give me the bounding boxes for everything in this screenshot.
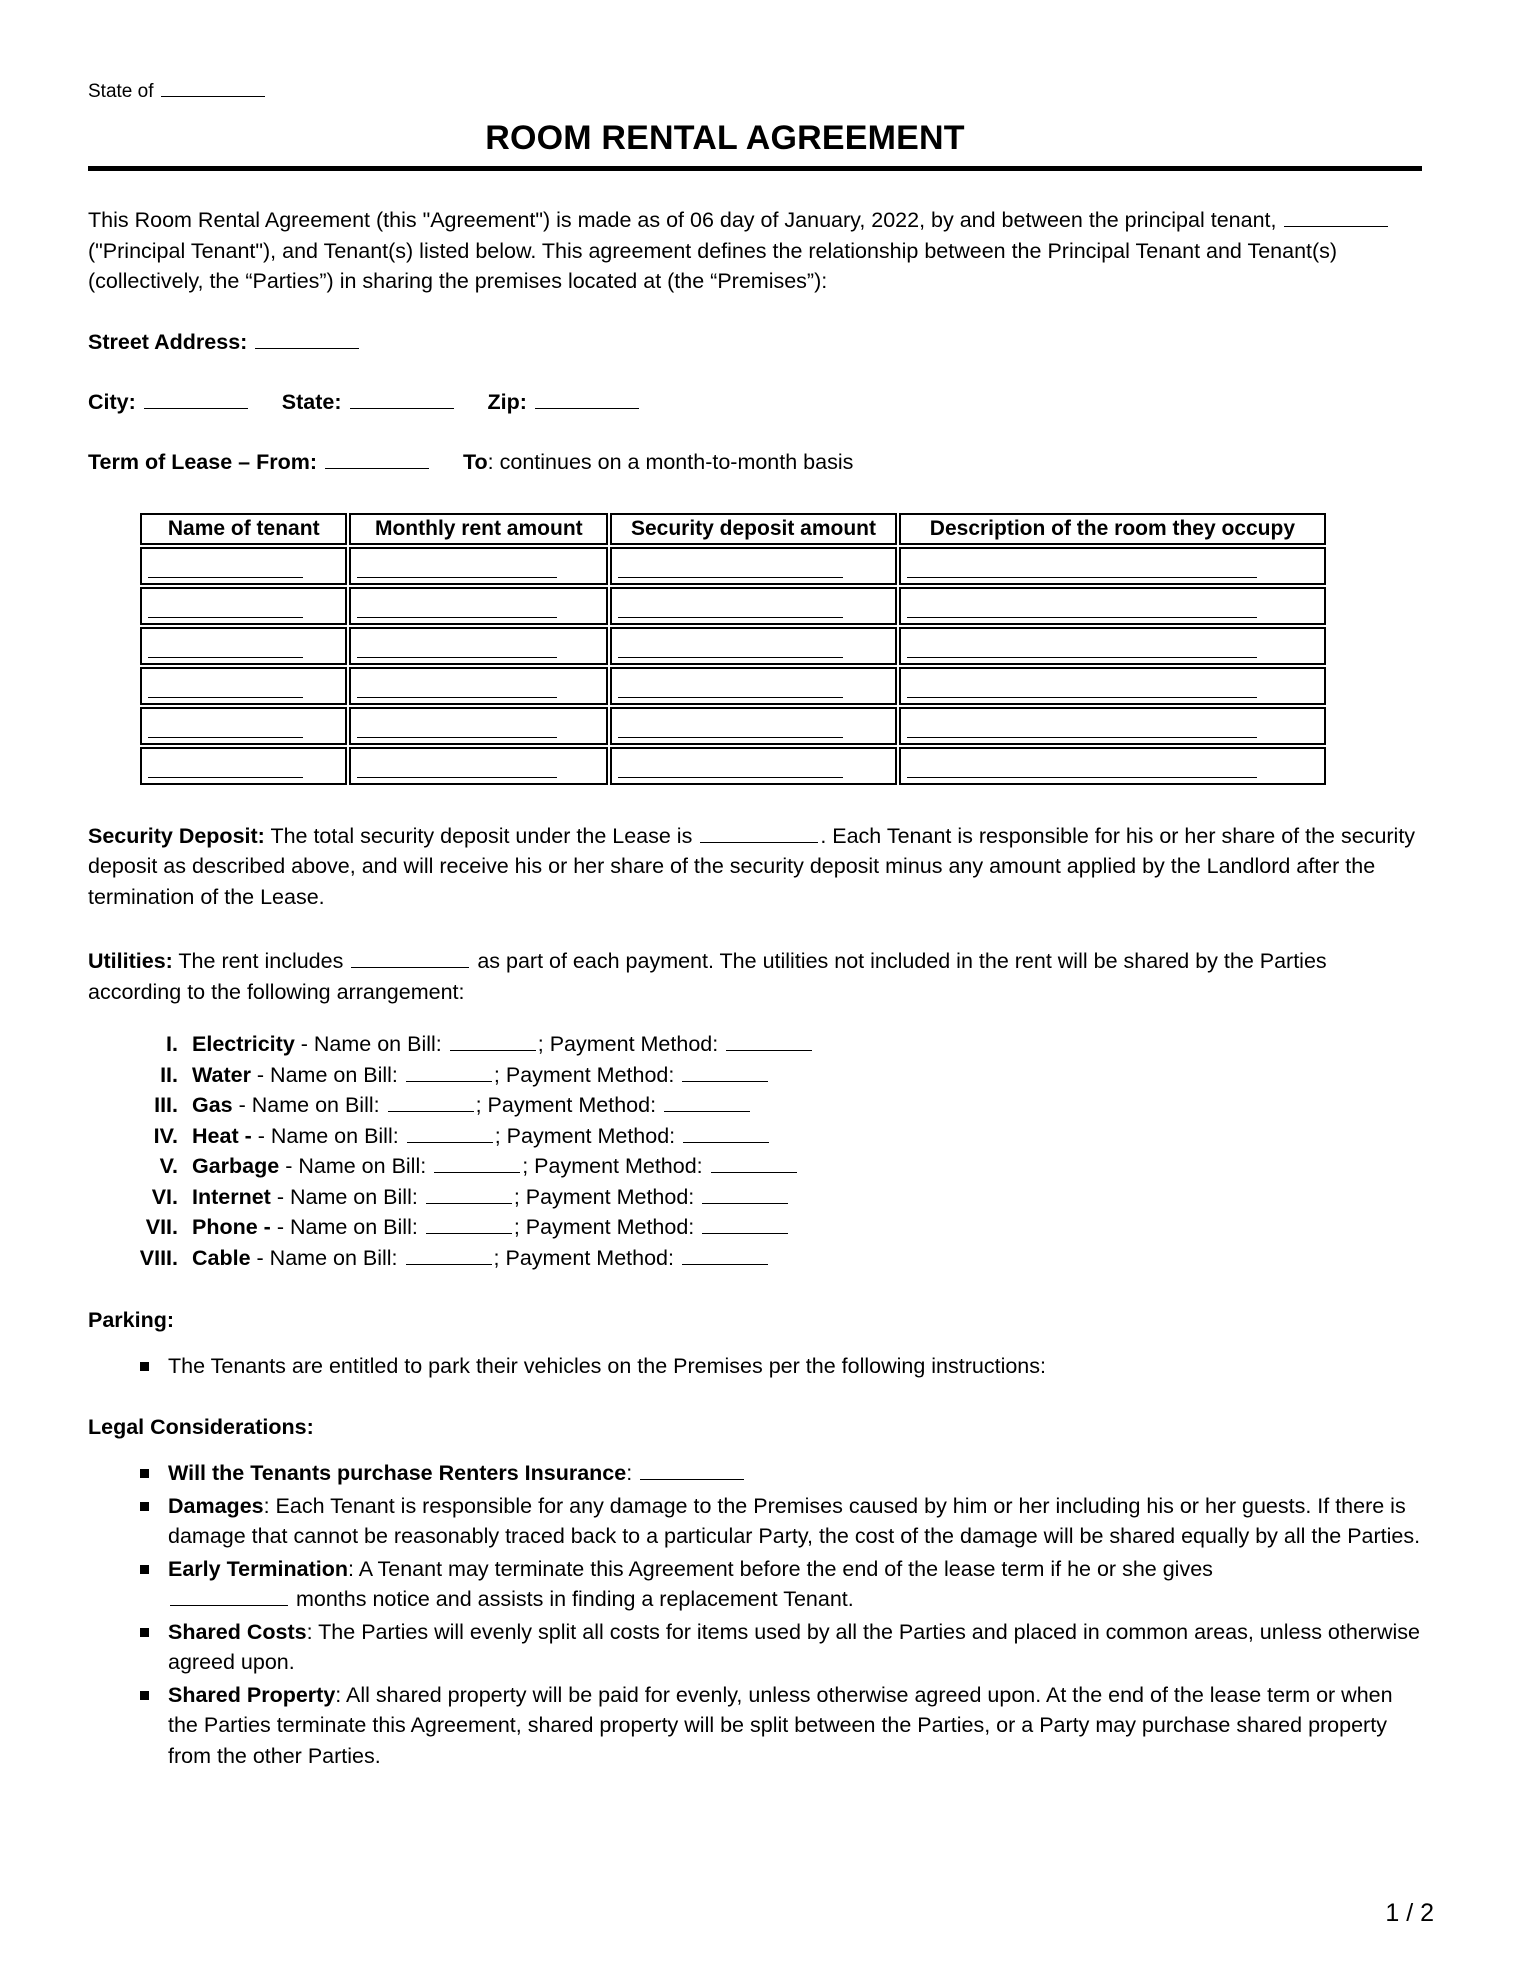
- cell-blank-line: [907, 616, 1257, 618]
- payment-method-label: ; Payment Method:: [513, 1215, 695, 1240]
- table-row: [140, 587, 1326, 625]
- name-on-bill-blank[interactable]: [426, 1213, 512, 1235]
- cell-blank-line: [357, 736, 557, 738]
- table-cell[interactable]: [610, 587, 897, 625]
- table-cell[interactable]: [899, 587, 1326, 625]
- renters-insurance-label: Will the Tenants purchase Renters Insurance: [168, 1461, 627, 1486]
- security-deposit-text-before: The total security deposit under the Lease is: [270, 823, 693, 848]
- payment-method-label: ; Payment Method:: [494, 1123, 676, 1148]
- cell-blank-line: [357, 776, 557, 778]
- cell-blank-line: [148, 736, 303, 738]
- parking-bullet-item: [88, 1351, 1422, 1382]
- table-header-row: [140, 513, 1326, 545]
- cell-blank-line: [907, 736, 1257, 738]
- name-on-bill-label: - Name on Bill:: [256, 1062, 398, 1087]
- state-of-label: State of: [88, 81, 154, 102]
- utility-list-item: [88, 1243, 1422, 1274]
- utility-list-item: [88, 1060, 1422, 1091]
- table-cell[interactable]: [349, 547, 608, 585]
- table-cell[interactable]: [349, 627, 608, 665]
- name-on-bill-label: - Name on Bill:: [276, 1215, 418, 1240]
- utility-numeral: VIII.: [139, 1246, 178, 1270]
- legal-term: Damages: [168, 1493, 264, 1518]
- table-cell[interactable]: [349, 587, 608, 625]
- utility-list-item: [88, 1090, 1422, 1121]
- table-body: [140, 547, 1326, 785]
- table-cell[interactable]: [610, 627, 897, 665]
- state-of-field: [88, 78, 1422, 103]
- utilities-list: [88, 1029, 1422, 1273]
- legal-considerations-heading: Legal Considerations:: [88, 1415, 314, 1440]
- utility-row-body: [192, 1121, 771, 1152]
- street-address-blank[interactable]: [255, 327, 359, 349]
- payment-method-blank[interactable]: [711, 1152, 797, 1174]
- table-cell[interactable]: [140, 667, 347, 705]
- table-cell[interactable]: [610, 707, 897, 745]
- legal-term: Shared Property: [168, 1682, 336, 1707]
- table-cell[interactable]: [610, 667, 897, 705]
- intro-text-part2: ("Principal Tenant"), and Tenant(s) listed below. This agreement defines the relationship between the Principal Tenant and Tenant(s) (collectively, the “Parties”) in sharing the premises located at (the “Premises”):: [88, 238, 1338, 294]
- cell-blank-line: [357, 616, 557, 618]
- payment-method-blank[interactable]: [682, 1244, 768, 1266]
- parking-bullet-text: The Tenants are entitled to park their vehicles on the Premises per the following instructions:: [168, 1353, 1046, 1378]
- utility-list-item: [88, 1151, 1422, 1182]
- name-on-bill-label: - Name on Bill:: [276, 1184, 418, 1209]
- utility-name: Electricity: [192, 1032, 295, 1057]
- cell-blank-line: [618, 656, 843, 658]
- name-on-bill-blank[interactable]: [406, 1060, 492, 1082]
- tenant-table: [138, 511, 1328, 787]
- table-row: [140, 547, 1326, 585]
- name-on-bill-label: - Name on Bill:: [256, 1246, 398, 1270]
- security-deposit-blank[interactable]: [700, 821, 818, 843]
- utilities-text-after: as part of each payment. The utilities not included in the rent will be shared by the Parties according to the following arrangement:: [88, 949, 1327, 1004]
- utility-numeral: VII.: [145, 1215, 178, 1240]
- cell-blank-line: [618, 696, 843, 698]
- name-on-bill-label: - Name on Bill:: [238, 1093, 380, 1118]
- utility-row-body: [192, 1060, 770, 1091]
- security-deposit-label: Security Deposit: [88, 823, 258, 848]
- legal-text-before: : A Tenant may terminate this Agreement before the end of the lease term if he or she gives: [348, 1556, 1213, 1581]
- table-cell[interactable]: [349, 747, 608, 785]
- principal-tenant-blank[interactable]: [1284, 205, 1388, 227]
- state-of-blank[interactable]: [161, 78, 265, 97]
- cell-blank-line: [907, 656, 1257, 658]
- utility-name: Garbage: [192, 1154, 280, 1179]
- utility-row-body: [192, 1090, 752, 1121]
- payment-method-blank[interactable]: [664, 1091, 750, 1113]
- utility-list-item: [88, 1121, 1422, 1152]
- utility-name: Internet: [192, 1184, 271, 1209]
- tenant-table-container: [88, 511, 1422, 787]
- cell-blank-line: [148, 776, 303, 778]
- table-row: [140, 627, 1326, 665]
- payment-method-label: ; Payment Method:: [493, 1062, 675, 1087]
- cell-blank-line: [357, 576, 557, 578]
- payment-method-label: ; Payment Method:: [522, 1154, 703, 1179]
- payment-method-label: ; Payment Method:: [475, 1093, 657, 1118]
- table-cell[interactable]: [899, 707, 1326, 745]
- payment-method-blank[interactable]: [702, 1182, 788, 1204]
- table-row: [140, 667, 1326, 705]
- utility-list-item: [88, 1182, 1422, 1213]
- utility-numeral: IV.: [153, 1123, 178, 1148]
- utility-numeral: I.: [166, 1032, 178, 1057]
- city-state-zip-fields: City: State: Zip:: [88, 387, 1422, 417]
- zip-blank[interactable]: [535, 387, 639, 409]
- table-cell[interactable]: [140, 627, 347, 665]
- payment-method-label: ; Payment Method:: [537, 1032, 719, 1057]
- cell-blank-line: [618, 776, 843, 778]
- cell-blank-line: [907, 696, 1257, 698]
- street-address-field: Street Address:: [88, 327, 1422, 357]
- term-of-lease-field: Term of Lease – From: To: continues on a month-to-month basis: [88, 447, 1422, 477]
- utilities-text-before: The rent includes: [178, 949, 344, 974]
- page-title: ROOM RENTAL AGREEMENT: [485, 118, 965, 157]
- list-item-legal: [88, 1617, 1422, 1678]
- payment-method-blank[interactable]: [682, 1060, 768, 1082]
- utilities-included-blank[interactable]: [351, 947, 469, 969]
- cell-blank-line: [148, 656, 303, 658]
- list-item-legal: [88, 1491, 1422, 1552]
- utility-list-item: [88, 1212, 1422, 1243]
- cell-blank-line: [357, 656, 557, 658]
- column-header-rent: Monthly rent amount: [349, 513, 608, 545]
- legal-text: : The Parties will evenly split all costs for items used by all the Parties and placed in common areas, unless otherwise agreed upon.: [168, 1619, 1420, 1675]
- legal-text: : Each Tenant is responsible for any damage to the Premises caused by him or her including his or her guests. If there is damage that cannot be reasonably traced back to a particular Party, the cost of the damage will be shared equally by all the Parties.: [168, 1493, 1421, 1549]
- list-item-legal: [88, 1680, 1422, 1772]
- cell-blank-line: [148, 696, 303, 698]
- utility-name: Phone -: [192, 1215, 271, 1240]
- table-cell[interactable]: [349, 707, 608, 745]
- renters-insurance-blank[interactable]: [640, 1459, 744, 1481]
- table-row: [140, 747, 1326, 785]
- name-on-bill-blank[interactable]: [450, 1030, 536, 1052]
- name-on-bill-label: - Name on Bill:: [257, 1123, 399, 1148]
- legal-text: : All shared property will be paid for evenly, unless otherwise agreed upon. At the end of the lease term or when the Parties terminate this Agreement, shared property will be split between the Parties, or a Party may purchase shared property from the other Parties.: [168, 1682, 1393, 1768]
- payment-method-blank[interactable]: [702, 1213, 788, 1235]
- name-on-bill-blank[interactable]: [406, 1244, 492, 1266]
- utility-name: Heat -: [192, 1123, 252, 1148]
- parking-heading: Parking:: [88, 1307, 175, 1332]
- utility-name: Gas: [192, 1093, 233, 1118]
- cell-blank-line: [148, 616, 303, 618]
- street-address-label: Street Address: [88, 329, 241, 354]
- security-deposit-paragraph: Security Deposit: The total security deposit under the Lease is . Each Tenant is responsible for his or her share of the security deposit as described above, and will receive his or her share of the security deposit minus any amount applied by the Landlord after the termination of the Lease.: [88, 821, 1422, 913]
- title-divider: [88, 166, 1422, 171]
- table-cell[interactable]: [140, 707, 347, 745]
- state-blank[interactable]: [350, 387, 454, 409]
- utility-numeral: III.: [154, 1093, 178, 1118]
- legal-text-after: months notice and assists in finding a replacement Tenant.: [295, 1587, 854, 1612]
- intro-paragraph: [88, 205, 1422, 297]
- name-on-bill-blank[interactable]: [426, 1182, 512, 1204]
- payment-method-label: ; Payment Method:: [513, 1184, 695, 1209]
- intro-text-part1: This Room Rental Agreement (this "Agreement") is made as of 06 day of January, 2022, by and between the principal tenant,: [88, 207, 1277, 232]
- city-blank[interactable]: [144, 387, 248, 409]
- table-cell[interactable]: [140, 587, 347, 625]
- cell-blank-line: [907, 776, 1257, 778]
- payment-method-label: ; Payment Method:: [493, 1246, 674, 1270]
- utility-row-body: [192, 1182, 790, 1213]
- list-item-renters-insurance: Will the Tenants purchase Renters Insurance:: [88, 1458, 1422, 1489]
- table-cell[interactable]: [610, 747, 897, 785]
- table-cell[interactable]: [140, 747, 347, 785]
- page-number: 1 / 2: [1385, 1899, 1434, 1927]
- payment-method-blank[interactable]: [683, 1121, 769, 1143]
- cell-blank-line: [148, 576, 303, 578]
- table-cell[interactable]: [140, 547, 347, 585]
- cell-blank-line: [618, 576, 843, 578]
- payment-method-blank[interactable]: [726, 1030, 812, 1052]
- term-of-lease-label: Term of Lease – From: [88, 449, 310, 474]
- utility-list-item: [88, 1029, 1422, 1060]
- name-on-bill-blank[interactable]: [434, 1152, 520, 1174]
- security-deposit-text-after: . Each Tenant is responsible for his or her share of the security deposit as described above, and will receive his or her share of the security deposit minus any amount applied by the Landlord after the termination of the Lease.: [88, 823, 1416, 909]
- name-on-bill-label: - Name on Bill:: [285, 1154, 427, 1179]
- utility-name: Water: [192, 1062, 251, 1087]
- table-cell[interactable]: [899, 747, 1326, 785]
- utilities-paragraph: [88, 946, 1422, 1007]
- city-label: City: [88, 389, 129, 414]
- utility-numeral: V.: [159, 1154, 178, 1179]
- name-on-bill-blank[interactable]: [388, 1091, 474, 1113]
- utility-row-body: [192, 1212, 790, 1243]
- early-termination-months-blank[interactable]: [170, 1585, 288, 1607]
- to-value: continues on a month-to-month basis: [499, 449, 854, 474]
- zip-label: Zip: [487, 389, 520, 414]
- utility-numeral: VI.: [151, 1184, 178, 1209]
- utility-row-body: [192, 1029, 814, 1060]
- cell-blank-line: [618, 736, 843, 738]
- table-cell[interactable]: [899, 667, 1326, 705]
- column-header-description: Description of the room they occupy: [899, 513, 1326, 545]
- utility-numeral: II.: [160, 1062, 178, 1087]
- to-label: To: [462, 449, 488, 474]
- cell-blank-line: [618, 616, 843, 618]
- utilities-label: Utilities:: [88, 949, 173, 974]
- list-item-legal: [88, 1554, 1422, 1615]
- parking-list: [88, 1351, 1422, 1382]
- table-cell[interactable]: [349, 667, 608, 705]
- name-on-bill-blank[interactable]: [407, 1121, 493, 1143]
- utility-row-body: [192, 1243, 770, 1274]
- state-label: State: [281, 389, 335, 414]
- column-header-name: Name of tenant: [140, 513, 347, 545]
- name-on-bill-label: - Name on Bill:: [300, 1032, 442, 1057]
- table-cell[interactable]: [899, 547, 1326, 585]
- utility-row-body: [192, 1151, 799, 1182]
- legal-considerations-list: [88, 1458, 1422, 1771]
- column-header-deposit: Security deposit amount: [610, 513, 897, 545]
- cell-blank-line: [907, 576, 1257, 578]
- cell-blank-line: [357, 696, 557, 698]
- table-cell[interactable]: [899, 627, 1326, 665]
- legal-term: Shared Costs: [168, 1619, 307, 1644]
- table-row: [140, 707, 1326, 745]
- legal-term: Early Termination: [168, 1556, 349, 1581]
- table-cell[interactable]: [610, 547, 897, 585]
- term-from-blank[interactable]: [325, 447, 429, 469]
- utility-name: Cable: [192, 1246, 251, 1270]
